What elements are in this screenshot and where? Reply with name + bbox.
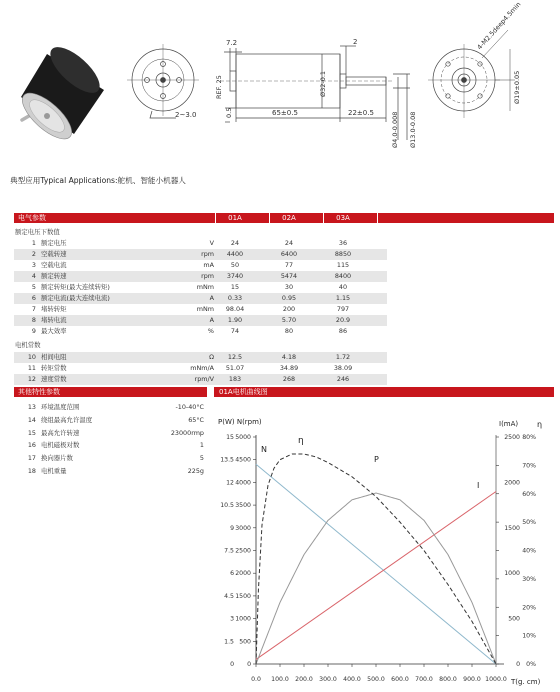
dim-2-top: 2 xyxy=(353,38,358,46)
row-value-02a: 77 xyxy=(284,261,294,269)
col-header-01a: 01A xyxy=(228,214,242,222)
hdr-divider-3 xyxy=(323,213,324,223)
row-value-01a: 12.5 xyxy=(227,353,243,361)
row-unit: A xyxy=(209,294,214,302)
row-value: 1 xyxy=(199,441,204,450)
p-tick-label: 9 xyxy=(230,524,234,532)
row-unit: mNm xyxy=(196,283,214,291)
row-name: 最高允许转速 xyxy=(41,428,80,437)
x-tick-label: 400.0 xyxy=(343,676,361,683)
row-no: 9 xyxy=(31,327,36,335)
row-value-03a: 20.9 xyxy=(335,316,351,324)
row-value-02a: 4.18 xyxy=(281,353,297,361)
table-row xyxy=(14,374,387,385)
x-tick-label: 200.0 xyxy=(295,676,313,683)
eta-tick-label: 20% xyxy=(522,604,536,612)
x-tick-label: 1000.0 xyxy=(485,676,507,683)
row-no: 14 xyxy=(27,415,36,424)
row-value-01a: 0.33 xyxy=(227,294,243,302)
table-row xyxy=(14,260,387,271)
dim-05: 0.5 xyxy=(225,107,233,118)
row-no: 16 xyxy=(27,441,36,450)
p-tick-label: 6 xyxy=(230,570,234,578)
row-name: 空载电流 xyxy=(41,261,67,269)
table-row xyxy=(14,363,387,374)
p-tick-label: 10.5 xyxy=(220,502,234,510)
row-value-03a: 246 xyxy=(336,375,350,383)
row-value: 23000rmp xyxy=(170,428,204,437)
row-value-02a: 5474 xyxy=(280,272,298,280)
dim-phi4: Ø4.0-0.008 xyxy=(391,111,399,148)
x-tick-label: 0.0 xyxy=(251,676,261,683)
row-name: 堵转电流 xyxy=(41,316,67,324)
table-row xyxy=(14,282,387,293)
p-tick-label: 7.5 xyxy=(224,547,234,555)
row-no: 17 xyxy=(27,454,36,463)
n-tick-label: 4000 xyxy=(235,479,251,487)
dim-2-30: 2~3.0 xyxy=(175,111,197,119)
row-name: 额定转速 xyxy=(41,272,67,280)
motor-render xyxy=(15,40,106,147)
dim-ref25: REF. 25 xyxy=(215,75,223,99)
elec-table-header xyxy=(14,213,554,223)
row-name: 额定电流(最大连续电流) xyxy=(41,294,110,302)
series-eta-line xyxy=(256,454,496,664)
dim-22: 22±0.5 xyxy=(348,109,374,117)
row-value-01a: 74 xyxy=(230,327,240,335)
eta-tick-label: 60% xyxy=(522,490,536,498)
x-tick-label: 500.0 xyxy=(367,676,385,683)
i-tick-label: 1500 xyxy=(504,524,520,532)
n-tick-label: 1500 xyxy=(235,592,251,600)
right-axis-label-eta: η xyxy=(537,420,543,429)
row-value-02a: 5.70 xyxy=(281,316,297,324)
row-name: 最大效率 xyxy=(41,327,67,335)
table-row xyxy=(14,304,387,315)
row-value-03a: 1.15 xyxy=(335,294,351,302)
col-header-03a: 03A xyxy=(336,214,350,222)
table-row xyxy=(14,315,387,326)
group-rated: 额定电压下数值 xyxy=(15,228,60,236)
row-value-03a: 797 xyxy=(336,305,350,313)
row-unit: mNm/A xyxy=(190,364,214,372)
p-tick-label: 15 xyxy=(226,434,234,441)
row-no: 5 xyxy=(31,283,36,291)
row-name: 电机磁极对数 xyxy=(41,441,80,450)
row-value-03a: 36 xyxy=(338,239,348,247)
row-no: 15 xyxy=(27,428,36,437)
eta-tick-label: 70% xyxy=(522,462,536,470)
row-value-01a: 4400 xyxy=(226,250,244,258)
row-value-03a: 8400 xyxy=(334,272,352,280)
row-value-02a: 24 xyxy=(284,239,294,247)
row-unit: % xyxy=(207,327,214,335)
x-tick-label: 700.0 xyxy=(415,676,433,683)
hdr-divider-2 xyxy=(269,213,270,223)
row-unit: Ω xyxy=(209,353,214,361)
eta-tick-label: 50% xyxy=(522,519,536,527)
n-tick-label: 4500 xyxy=(235,456,251,464)
hdr-divider-1 xyxy=(215,213,216,223)
row-no: 11 xyxy=(27,364,36,372)
x-tick-label: 900.0 xyxy=(463,676,481,683)
chart-title-header xyxy=(214,387,554,397)
row-value-01a: 183 xyxy=(228,375,242,383)
n-tick-label: 1000 xyxy=(235,615,251,623)
i-tick-label: 2500 xyxy=(504,434,520,441)
row-no: 8 xyxy=(31,316,36,324)
left-axis-label: P(W) N(rpm) xyxy=(218,418,262,426)
row-value-03a: 115 xyxy=(336,261,350,269)
p-tick-label: 4.5 xyxy=(224,592,234,600)
row-unit: A xyxy=(209,316,214,324)
row-unit: rpm xyxy=(201,250,214,258)
n-tick-label: 0 xyxy=(247,661,251,668)
row-unit: mNm xyxy=(196,305,214,313)
row-no: 1 xyxy=(31,239,36,247)
front-view xyxy=(127,44,199,118)
eta-tick-label: 0% xyxy=(526,661,536,668)
row-name: 转矩常数 xyxy=(41,364,67,372)
dim-phi19: Ø19±0.05 xyxy=(513,70,521,104)
other-table-header xyxy=(14,387,207,397)
row-value: -10-40°C xyxy=(175,403,204,411)
row-no: 18 xyxy=(27,467,36,475)
n-tick-label: 2500 xyxy=(235,547,251,555)
row-value-02a: 30 xyxy=(284,283,294,291)
dim-72: 7.2 xyxy=(226,39,238,47)
row-value: 5 xyxy=(199,454,204,463)
elec-table-title: 电气参数 xyxy=(18,214,46,222)
row-value-01a: 15 xyxy=(230,283,240,291)
row-no: 7 xyxy=(31,305,36,313)
eta-tick-label: 40% xyxy=(522,547,536,555)
group-motor: 电机常数 xyxy=(15,341,41,349)
dim-phi32: Ø32-0.1 xyxy=(319,70,327,97)
motor-curve-chart xyxy=(0,400,560,692)
n-tick-label: 5000 xyxy=(235,434,251,441)
row-name: 空载转速 xyxy=(41,250,67,258)
row-value: 225g xyxy=(187,467,204,475)
rear-view xyxy=(428,30,515,118)
i-tick-label: 2000 xyxy=(504,479,520,487)
row-no: 2 xyxy=(31,250,36,258)
row-value-01a: 3740 xyxy=(226,272,244,280)
row-value-03a: 1.72 xyxy=(335,353,351,361)
motor-drawings xyxy=(0,0,560,165)
n-tick-label: 3000 xyxy=(235,524,251,532)
p-tick-label: 13.5 xyxy=(220,456,234,464)
row-value-01a: 24 xyxy=(230,239,240,247)
row-value-03a: 86 xyxy=(338,327,348,335)
row-name: 额定转矩(最大连续转矩) xyxy=(41,283,110,291)
dim-65: 65±0.5 xyxy=(272,109,298,117)
typical-applications: 典型应用Typical Applications:舵机、智能小机器人 xyxy=(10,176,186,185)
hdr-divider-4 xyxy=(377,213,378,223)
row-value-02a: 34.89 xyxy=(279,364,299,372)
eta-tick-label: 10% xyxy=(522,632,536,640)
other-table-title: 其他特性参数 xyxy=(18,388,60,396)
row-name: 速度常数 xyxy=(41,375,67,383)
eta-tick-label: 30% xyxy=(522,575,536,583)
row-unit: rpm xyxy=(201,272,214,280)
n-tick-label: 3500 xyxy=(235,502,251,510)
row-no: 6 xyxy=(31,294,36,302)
row-name: 环境温度范围 xyxy=(41,403,80,411)
row-name: 绕组最高允许温度 xyxy=(41,415,93,424)
x-tick-label: 800.0 xyxy=(439,676,457,683)
row-unit: V xyxy=(209,239,214,247)
dim-phi13: Ø13.0-0.08 xyxy=(409,111,417,148)
table-row xyxy=(14,271,387,282)
p-tick-label: 0 xyxy=(230,661,234,668)
curve-label-i: I xyxy=(477,481,480,490)
row-value-02a: 80 xyxy=(284,327,294,335)
series-p-line xyxy=(256,493,496,664)
i-tick-label: 1000 xyxy=(504,570,520,578)
row-name: 堵转转矩 xyxy=(41,305,67,313)
row-value: 65°C xyxy=(188,415,204,424)
table-row xyxy=(14,293,387,304)
curve-label-n: N xyxy=(261,445,267,454)
table-row xyxy=(14,352,387,363)
p-tick-label: 3 xyxy=(230,615,234,623)
eta-tick-label: 80% xyxy=(522,434,536,441)
row-name: 相间电阻 xyxy=(41,353,67,361)
row-no: 3 xyxy=(31,261,36,269)
row-value-01a: 51.07 xyxy=(225,364,245,372)
row-no: 13 xyxy=(27,403,36,411)
row-unit: mA xyxy=(203,261,214,269)
row-name: 额定电压 xyxy=(41,239,67,247)
chart-title: 01A电机曲线图 xyxy=(219,388,268,396)
row-value-01a: 1.90 xyxy=(227,316,243,324)
side-view xyxy=(220,46,410,140)
col-header-02a: 02A xyxy=(282,214,296,222)
row-value-02a: 0.95 xyxy=(281,294,297,302)
i-tick-label: 500 xyxy=(508,615,520,623)
row-value-01a: 98.04 xyxy=(225,305,245,313)
table-row xyxy=(14,249,387,260)
row-name: 电机重量 xyxy=(41,467,67,475)
curve-label-p: P xyxy=(374,455,379,464)
row-value-02a: 268 xyxy=(282,375,296,383)
right-axis-label-i: I(mA) xyxy=(499,420,519,428)
row-value-03a: 38.09 xyxy=(333,364,353,372)
row-value-02a: 200 xyxy=(282,305,296,313)
x-tick-label: 100.0 xyxy=(271,676,289,683)
p-tick-label: 1.5 xyxy=(224,638,234,646)
n-tick-label: 500 xyxy=(239,638,251,646)
x-tick-label: 300.0 xyxy=(319,676,337,683)
row-unit: rpm/V xyxy=(194,375,214,383)
row-value-03a: 40 xyxy=(338,283,348,291)
row-no: 10 xyxy=(27,353,36,361)
p-tick-label: 12 xyxy=(226,479,234,487)
row-value-03a: 8850 xyxy=(334,250,352,258)
curve-label-eta: η xyxy=(298,436,304,446)
x-tick-label: 600.0 xyxy=(391,676,409,683)
n-tick-label: 2000 xyxy=(235,570,251,578)
row-no: 12 xyxy=(27,375,36,383)
row-no: 4 xyxy=(31,272,36,280)
table-row xyxy=(14,326,387,337)
row-value-02a: 6400 xyxy=(280,250,298,258)
row-value-01a: 50 xyxy=(230,261,240,269)
dim-m2: 4-M2.5deep4.5min xyxy=(475,0,523,52)
row-name: 换向器片数 xyxy=(41,454,73,463)
i-tick-label: 0 xyxy=(516,661,520,668)
x-axis-label: T(g. cm) xyxy=(511,678,541,686)
table-row xyxy=(14,238,387,249)
